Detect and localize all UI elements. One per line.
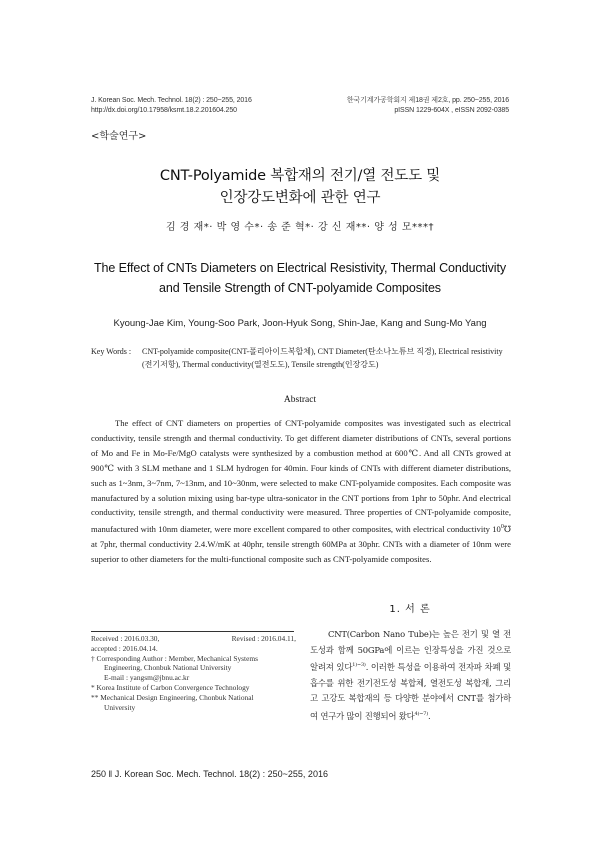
doi-link[interactable]: http://dx.doi.org/10.17958/ksmt.18.2.201604.250	[91, 106, 237, 114]
english-title-line1: The Effect of CNTs Diameters on Electrical Resistivity, Thermal Conductivity	[94, 261, 506, 275]
journal-citation-korean: 한국기계가공학회지 제18권 제2호, pp. 250~255, 2016	[346, 97, 509, 104]
introduction-paragraph	[310, 627, 511, 724]
page-footer: 250 ‖ J. Korean Soc. Mech. Technol. 18(2) : 250~255, 2016	[91, 769, 328, 779]
abstract-unit: ℧	[503, 524, 511, 535]
section-heading-introduction: 1. 서 론	[389, 604, 431, 615]
korean-title-line2: 인장강도변화에 관한 연구	[219, 190, 381, 206]
affiliation-2-line1: ** Mechanical Design Engineering, Chonbuk National	[91, 692, 254, 702]
abstract-exponent: 0	[500, 524, 504, 531]
journal-header-right	[347, 96, 509, 115]
issn-line: pISSN 1229-604X , eISSN 2092-0385	[394, 106, 509, 114]
korean-title	[60, 165, 540, 209]
english-title-line2: and Tensile Strength of CNT-polyamide Composites	[159, 281, 441, 295]
intro-text-a: CNT(Carbon Nano Tube)는 높은 전기 및 열 전도성과 함께 50GPa에 이르는 인장특성을 가진 것으로 알려져 있다	[310, 629, 511, 672]
english-title	[60, 258, 540, 298]
footnote-rule	[91, 631, 294, 632]
intro-ref-b[interactable]: 4)~7)	[414, 710, 428, 717]
received-date: Received : 2016.03.30,	[91, 634, 160, 643]
revised-date: Revised : 2016.04.11,	[231, 634, 296, 643]
keywords-line2: (전기저항), Thermal conductivity(열전도도), Tensile strength(인장강도)	[142, 359, 379, 369]
intro-text-c: .	[428, 710, 431, 721]
author-email[interactable]: E-mail : yangsm@jbnu.ac.kr	[104, 673, 190, 683]
corresponding-author-line2: Engineering, Chonbuk National University	[104, 663, 232, 673]
abstract-heading: Abstract	[283, 395, 317, 405]
abstract-text-b: at 7phr, thermal conductivity 2.4.W/mK at 40phr, tensile strength 60MPa at 30phr. CNTs with a diameter of 10nm were superior to other diameters for the multi-functional composite such as CNT-polyamide composites.	[91, 539, 511, 565]
intro-text-b: . 이러한 특성을 이용하여 전자파 차폐 및 흡수를 위한 전기전도성 복합체, 열전도성 복합재, 그리고 고강도 복합재의 등 다양한 분야에서 CNT를 첨가하여 연구가 많이 진행되어 왔다	[310, 661, 511, 721]
abstract-text-a: The effect of CNT diameters on properties of CNT-polyamide composites was investigated such as electrical conductivity, tensile strength and thermal conductivity. To get different diameter distributions of CNTs, several portions of Mo and Fe in Mo-Fe/MgO catalysts were synthesized by a combustion method at 600℃. And all CNTs growed at 900℃ with 3 SLM methane and 1 SLM hydrogen for 40min. Four kinds of CNTs with different diameter distributions, such as 1~3nm, 3~7nm, 7~13nm, and 10~30nm, were selected to make CNT-polyamide composites. Each composite was manufactured by a solution mixing using bar-type ultra-sonicator in the CNT portions from 1phr to 50phr. And electrical conductivity, tensile strength, and thermal conductivity were measured. Three properties of CNT-polyamide composite, manufactured with 10nm diameter, were more excellent compared to other composites, with electrical conductivity 10	[91, 418, 511, 535]
affiliation-2-line2: University	[104, 702, 136, 712]
accepted-date: accepted : 2016.04.14.	[91, 643, 158, 653]
keywords-line1: CNT-polyamide composite(CNT-폴리아이드복합체), CNT Diameter(탄소나노튜브 직경), Electrical resistivity	[142, 347, 503, 356]
korean-authors: 김 경 재*· 박 영 수*· 송 준 혁*· 강 신 재**· 양 성 모***†	[165, 222, 435, 233]
abstract-body	[91, 416, 511, 567]
korean-title-line1: CNT-Polyamide 복합재의 전기/열 전도도 및	[159, 168, 441, 184]
journal-header-left	[91, 96, 252, 115]
article-type: <학술연구>	[91, 131, 147, 142]
footnotes	[91, 634, 296, 712]
corresponding-author-line1: † Corresponding Author : Member, Mechanical Systems	[91, 653, 258, 663]
journal-citation: J. Korean Soc. Mech. Technol. 18(2) : 250~255, 2016	[91, 97, 252, 104]
keywords	[91, 346, 511, 371]
intro-ref-a[interactable]: 1)~3)	[352, 662, 366, 669]
keywords-label: Key Words :	[91, 347, 132, 356]
affiliation-1: * Korea Institute of Carbon Convergence Technology	[91, 682, 250, 692]
english-authors: Kyoung-Jae Kim, Young-Soo Park, Joon-Hyuk Song, Shin-Jae, Kang and Sung-Mo Yang	[113, 318, 487, 329]
